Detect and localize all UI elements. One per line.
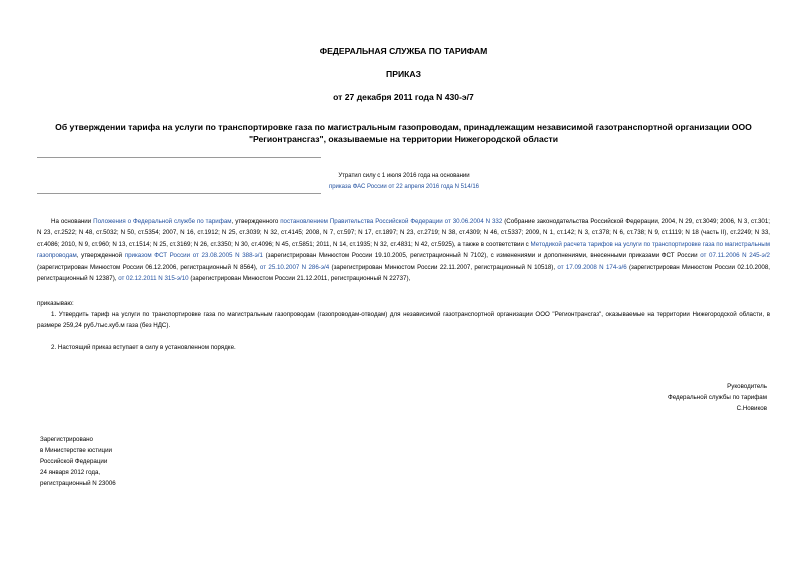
doc-title: Об утверждении тарифа на услуги по транспортировке газа по магистральным газопроводам, принадлежащим независимой газотранспортной организации ООО "Регионтрансгаз", оказываемые на территории Нижегородской области (55, 122, 752, 144)
preamble-text: (зарегистрирован Минюстом России 19.10.2005, регистрационный N 7102), с изменениями и дополнениями, внесенными приказами ФСТ России (262, 252, 701, 260)
signer-name: С.Новиков (736, 405, 767, 412)
repeal-order-link[interactable]: приказа ФАС России от 22 апреля 2016 года N 514/16 (328, 184, 480, 190)
preamble-text: (зарегистрирован Минюстом России 22.11.2007, регистрационный N 10518), (329, 263, 558, 271)
fst-order-315-link[interactable]: от 02.12.2011 N 315-э/10 (118, 275, 189, 283)
preamble-text: , утвержденной (76, 252, 125, 260)
signature-block (668, 381, 767, 414)
registration-block (40, 434, 116, 489)
fst-order-286-link[interactable]: от 25.10.2007 N 286-э/4 (259, 263, 330, 271)
order-word: приказываю: (37, 300, 74, 307)
preamble-text: На основании (51, 218, 94, 225)
preamble-text: (зарегистрирован Минюстом России 06.12.2006, регистрационный N 8564), (37, 263, 260, 271)
preamble-paragraph (37, 216, 770, 284)
tariff-methodology-link[interactable]: Методикой расчета тарифов на услуги по транспортировке газа по магистральным газопроводам (37, 240, 770, 260)
registration-line: Российской Федерации (40, 458, 108, 465)
order-item-1 (37, 309, 770, 332)
fst-order-388-link[interactable]: приказом ФСТ России от 23.08.2005 N 388-э/1 (124, 252, 263, 260)
status-note-text: Утратил силу с 1 июля 2016 года на основании (338, 173, 470, 179)
preamble-text: (зарегистрирован Минюстом России 02.10.2008, регистрационный N 12387), (37, 263, 771, 283)
preamble-text: , утвержденного (231, 218, 281, 225)
signer-role: Руководитель (727, 383, 767, 390)
registration-line: 24 января 2012 года, (40, 469, 101, 476)
registration-line: Зарегистрировано (40, 436, 93, 443)
agency-heading: ФЕДЕРАЛЬНАЯ СЛУЖБА ПО ТАРИФАМ (319, 46, 488, 56)
fst-order-174-link[interactable]: от 17.09.2008 N 174-э/6 (557, 263, 627, 271)
doc-type-heading: ПРИКАЗ (386, 69, 421, 79)
preamble-text: (Собрание законодательства Российской Федерации, 2004, N 29, ст.3049; 2006, N 3, ст.301; N 23, ст.2522; N 48, ст.5032; N 50, ст.5354; 2007, N 16, ст.1912; N 25, ст.3039; N 32, ст.4145; 2008, N 7, ст.597; N 17, ст.1897; N 23, ст.2719; N 38, ст.4309; N 46, ст.5337; 2009, N 1, ст.142; N 3, ст.378; N 6, ст.738; N 9, ст.1119; N 18 (часть II), ст.2249; N 33, ст.4086; 2010, N 9, ст.960; N 13, ст.1514; N 25, ст.3169; N 26, ст.3350; N 30, ст.4096; N 45, ст.5851; 2011, N 14, ст.1935; N 32, ст.4831; N 42, ст.5925), а также в соответствии с (37, 218, 770, 248)
preamble-text: (зарегистрирован Минюстом России 21.12.2011, регистрационный N 22737), (188, 275, 411, 283)
signer-org: Федеральной службы по тарифам (668, 394, 767, 401)
doc-date-number: от 27 декабря 2011 года N 430-э/7 (333, 92, 474, 102)
divider (37, 193, 321, 194)
fst-order-245-link[interactable]: от 07.11.2006 N 245-э/2 (700, 252, 770, 260)
order-item-1-text: 1. Утвердить тариф на услуги по транспортировке газа по магистральным газопроводам (газопроводам-отводам) для независимой газотранспортной организации ООО "Регионтрансгаз", оказываемые на территории Нижегородской области, в размере 259,24 руб./тыс.куб.м газа (без НДС). (37, 311, 770, 330)
fst-regulation-link[interactable]: Положения о Федеральной службе по тарифам (93, 218, 232, 225)
status-note (322, 171, 486, 193)
divider (37, 157, 321, 158)
registration-line: в Министерстве юстиции (40, 447, 113, 454)
order-item-2: 2. Настоящий приказ вступает в силу в установленном порядке. (51, 344, 236, 351)
government-decree-link[interactable]: постановлением Правительства Российской Федерации от 30.06.2004 N 332 (280, 218, 503, 225)
registration-line: регистрационный N 23006 (40, 480, 116, 487)
